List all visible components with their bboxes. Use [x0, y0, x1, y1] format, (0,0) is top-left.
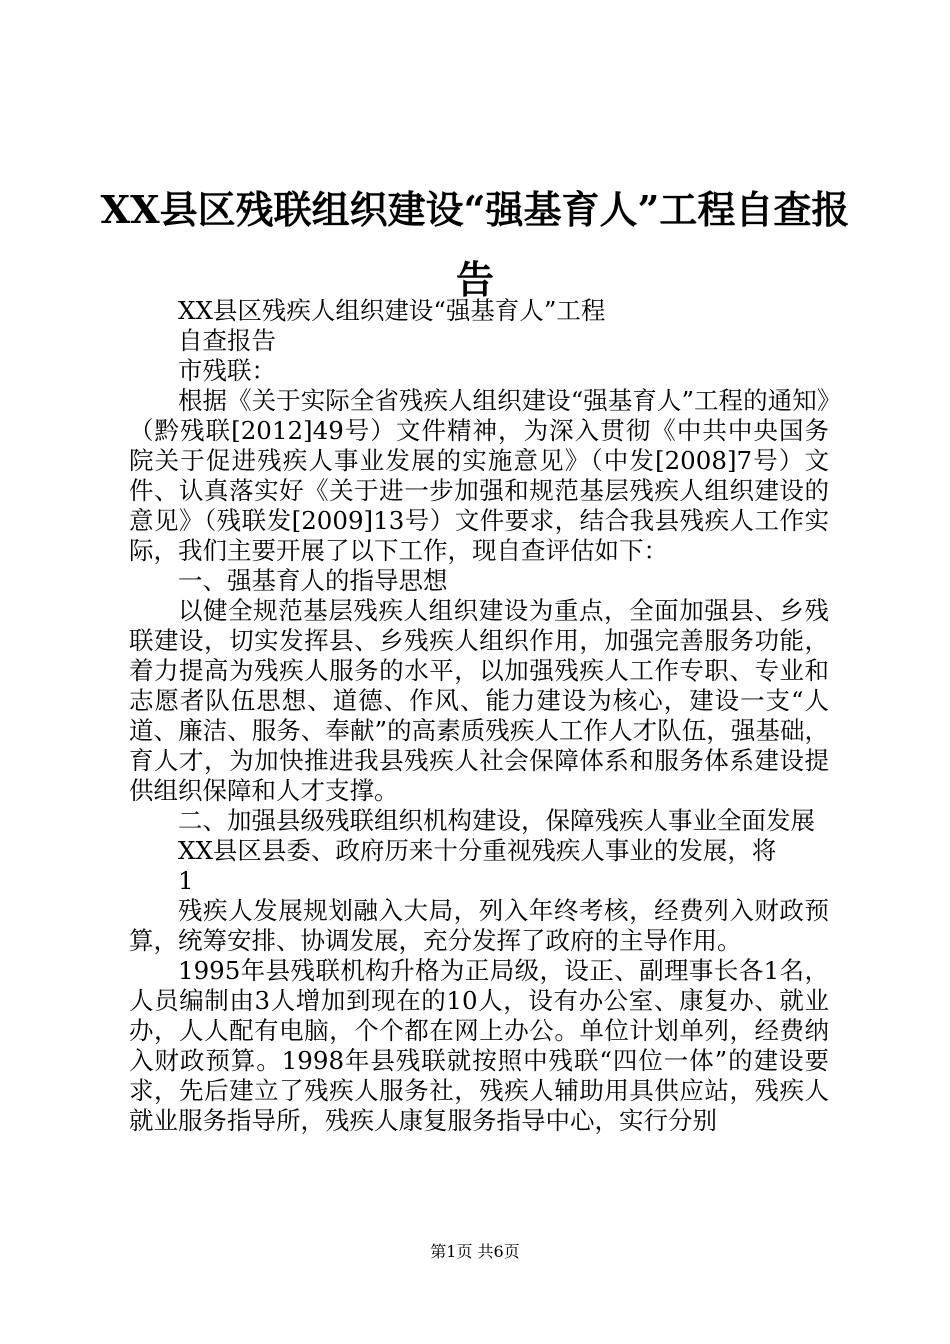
paragraph-planning: 残疾人发展规划融入大局，列入年终考核，经费列入财政预算，统筹安排、协调发展，充分发挥了政府的主导作用。 — [129, 896, 829, 955]
subtitle-line-1: XX县区残疾人组织建设“强基育人”工程 — [178, 296, 606, 325]
document-title: XX县区残联组织建设“强基育人”工程自查报告 — [100, 187, 850, 302]
paragraph-history: 1995年县残联机构升格为正局级，设正、副理事长各1名，人员编制由3人增加到现在的10人，设有办公室、康复办、就业办，人人配有电脑，个个都在网上办公。单位计划单列，经费纳入财政预算。1998年县残联就按照中残联“四位一体”的建设要求，先后建立了残疾人服务社，残疾人辅助用具供应站，残疾人就业服务指导所，残疾人康复服务指导中心，实行分别 — [129, 956, 829, 1135]
subtitle-line-2: 自查报告 — [178, 326, 276, 355]
section-heading-2: 二、加强县级残联组织机构建设，保障残疾人事业全面发展 — [178, 806, 815, 835]
page-footer: 第1页 共6页 — [430, 1242, 520, 1261]
document-body — [129, 296, 829, 1136]
page-number-mark: 1 — [178, 866, 194, 895]
paragraph-county-attention: XX县区县委、政府历来十分重视残疾人事业的发展，将 — [178, 836, 777, 865]
section-heading-1: 一、强基育人的指导思想 — [178, 566, 448, 595]
salutation: 市残联： — [178, 356, 276, 385]
paragraph-intro: 根据《关于实际全省残疾人组织建设“强基育人”工程的通知》（黔残联[2012]49号）文件精神，为深入贯彻《中共中央国务院关于促进残疾人事业发展的实施意见》（中发[2008]7号）文件、认真落实好《关于进一步加强和规范基层残疾人组织建设的意见》（残联发[2009]13号）文件要求，结合我县残疾人工作实际，我们主要开展了以下工作，现自查评估如下： — [129, 386, 829, 565]
paragraph-guiding-thought: 以健全规范基层残疾人组织建设为重点，全面加强县、乡残联建设，切实发挥县、乡残疾人组织作用，加强完善服务功能，着力提高为残疾人服务的水平，以加强残疾人工作专职、专业和志愿者队伍思想、道德、作风、能力建设为核心，建设一支“人道、廉洁、服务、奉献”的高素质残疾人工作人才队伍，强基础，育人才，为加快推进我县残疾人社会保障体系和服务体系建设提供组织保障和人才支撑。 — [129, 596, 829, 805]
